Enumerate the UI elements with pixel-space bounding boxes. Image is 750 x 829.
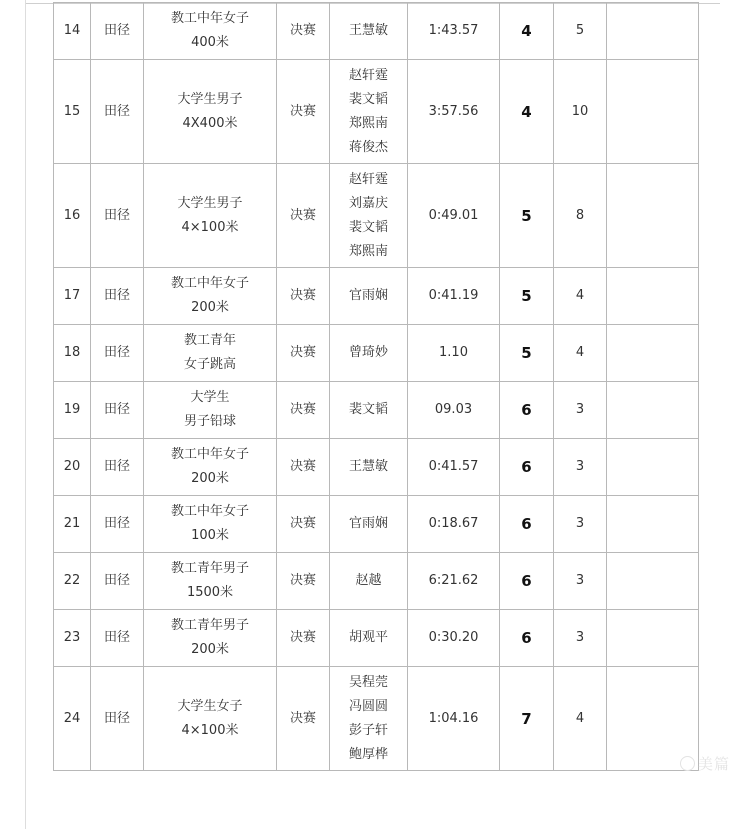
category-cell: 田径 (91, 164, 144, 268)
athlete-name: 王慧敏 (348, 23, 388, 38)
event-cell (144, 496, 277, 553)
result-cell: 1:43.57 (408, 3, 500, 60)
result-cell: 0:18.67 (408, 496, 500, 553)
note-cell (607, 268, 699, 325)
athletes-cell (330, 325, 408, 382)
event-line: 教工青年男子 (170, 561, 249, 576)
result-cell: 0:30.20 (408, 610, 500, 667)
category-cell: 田径 (91, 496, 144, 553)
rank-cell: 6 (500, 610, 554, 667)
result-cell: 1:04.16 (408, 667, 500, 771)
rank-cell: 6 (500, 382, 554, 439)
athlete-name: 郑熙南 (348, 243, 388, 259)
athlete-name: 冯圆圆 (348, 698, 388, 714)
athlete-name: 胡观平 (348, 630, 388, 645)
points-cell: 3 (554, 382, 607, 439)
page-left-border (25, 0, 26, 829)
stage-cell: 决赛 (277, 382, 330, 439)
category-cell: 田径 (91, 610, 144, 667)
row-number: 17 (54, 268, 91, 325)
rank-cell: 6 (500, 553, 554, 610)
points-cell: 4 (554, 268, 607, 325)
athletes-cell (330, 553, 408, 610)
event-line: 教工中年女子 (170, 504, 249, 519)
athlete-name: 郑熙南 (348, 115, 388, 131)
category-cell: 田径 (91, 667, 144, 771)
note-cell (607, 60, 699, 164)
athlete-name: 曾琦妙 (348, 345, 388, 360)
event-cell (144, 60, 277, 164)
table-row (54, 3, 699, 60)
event-cell (144, 382, 277, 439)
category-cell: 田径 (91, 268, 144, 325)
result-cell: 0:49.01 (408, 164, 500, 268)
note-cell (607, 325, 699, 382)
athletes-cell (330, 382, 408, 439)
stage-cell: 决赛 (277, 667, 330, 771)
points-cell: 3 (554, 439, 607, 496)
note-cell (607, 439, 699, 496)
event-line: 女子跳高 (183, 357, 236, 372)
athletes-cell (330, 60, 408, 164)
table-row (54, 60, 699, 164)
athletes-cell (330, 268, 408, 325)
points-cell: 8 (554, 164, 607, 268)
stage-cell: 决赛 (277, 496, 330, 553)
watermark-text: 美篇 (698, 755, 731, 773)
table-row (54, 325, 699, 382)
event-line: 大学生男子 (177, 91, 243, 107)
athlete-name: 裴文韬 (348, 219, 388, 235)
rank-cell: 5 (500, 325, 554, 382)
row-number: 15 (54, 60, 91, 164)
event-line: 200米 (191, 300, 229, 315)
result-cell: 0:41.19 (408, 268, 500, 325)
event-cell (144, 553, 277, 610)
event-cell (144, 667, 277, 771)
results-table (53, 2, 699, 771)
table-row (54, 268, 699, 325)
result-cell: 3:57.56 (408, 60, 500, 164)
category-cell: 田径 (91, 325, 144, 382)
athlete-name: 赵轩霆 (348, 171, 388, 187)
points-cell: 5 (554, 3, 607, 60)
table-row (54, 164, 699, 268)
athletes-cell (330, 610, 408, 667)
athlete-name: 蒋俊杰 (348, 139, 388, 155)
rank-cell: 4 (500, 60, 554, 164)
event-line: 大学生女子 (177, 698, 243, 714)
note-cell (607, 164, 699, 268)
athlete-name: 赵越 (355, 573, 382, 588)
rank-cell: 6 (500, 496, 554, 553)
stage-cell: 决赛 (277, 60, 330, 164)
athlete-name: 刘嘉庆 (348, 195, 388, 211)
meipian-logo-icon (680, 756, 695, 771)
points-cell: 4 (554, 325, 607, 382)
event-line: 200米 (191, 471, 229, 486)
event-line: 4×100米 (181, 722, 239, 738)
event-line: 大学生 (190, 390, 230, 405)
athlete-name: 王慧敏 (348, 459, 388, 474)
note-cell (607, 610, 699, 667)
athlete-name: 彭子轩 (348, 722, 388, 738)
stage-cell: 决赛 (277, 325, 330, 382)
event-line: 大学生男子 (177, 195, 243, 211)
event-cell (144, 268, 277, 325)
points-cell: 10 (554, 60, 607, 164)
event-line: 教工中年女子 (170, 276, 249, 291)
category-cell: 田径 (91, 60, 144, 164)
athletes-cell (330, 3, 408, 60)
athlete-name: 吴程莞 (348, 674, 388, 690)
note-cell (607, 382, 699, 439)
result-cell: 0:41.57 (408, 439, 500, 496)
row-number: 23 (54, 610, 91, 667)
row-number: 22 (54, 553, 91, 610)
athlete-name: 裴文韬 (348, 402, 388, 417)
stage-cell: 决赛 (277, 268, 330, 325)
event-cell (144, 164, 277, 268)
category-cell: 田径 (91, 439, 144, 496)
row-number: 20 (54, 439, 91, 496)
table-row (54, 553, 699, 610)
stage-cell: 决赛 (277, 3, 330, 60)
rank-cell: 6 (500, 439, 554, 496)
athlete-name: 裴文韬 (348, 91, 388, 107)
result-cell: 1.10 (408, 325, 500, 382)
athletes-cell (330, 164, 408, 268)
event-line: 男子铅球 (183, 414, 236, 429)
table-row (54, 667, 699, 771)
table-row (54, 382, 699, 439)
event-line: 教工青年男子 (170, 618, 249, 633)
points-cell: 3 (554, 610, 607, 667)
category-cell: 田径 (91, 382, 144, 439)
rank-cell: 5 (500, 268, 554, 325)
row-number: 21 (54, 496, 91, 553)
athletes-cell (330, 667, 408, 771)
points-cell: 3 (554, 553, 607, 610)
rank-cell: 5 (500, 164, 554, 268)
row-number: 14 (54, 3, 91, 60)
event-line: 教工中年女子 (170, 11, 249, 26)
athletes-cell (330, 439, 408, 496)
event-line: 200米 (191, 642, 229, 657)
category-cell: 田径 (91, 3, 144, 60)
event-line: 4×100米 (181, 219, 239, 235)
row-number: 16 (54, 164, 91, 268)
event-line: 教工中年女子 (170, 447, 249, 462)
note-cell (607, 553, 699, 610)
event-line: 400米 (191, 35, 229, 50)
event-line: 100米 (191, 528, 229, 543)
note-cell (607, 496, 699, 553)
rank-cell: 7 (500, 667, 554, 771)
table-row (54, 496, 699, 553)
event-cell (144, 610, 277, 667)
stage-cell: 决赛 (277, 439, 330, 496)
note-cell (607, 3, 699, 60)
athlete-name: 鲍厚桦 (348, 746, 388, 762)
rank-cell: 4 (500, 3, 554, 60)
points-cell: 4 (554, 667, 607, 771)
event-line: 教工青年 (183, 333, 236, 348)
stage-cell: 决赛 (277, 164, 330, 268)
result-cell: 6:21.62 (408, 553, 500, 610)
points-cell: 3 (554, 496, 607, 553)
athletes-cell (330, 496, 408, 553)
watermark (680, 753, 730, 774)
table-row (54, 610, 699, 667)
category-cell: 田径 (91, 553, 144, 610)
athlete-name: 赵轩霆 (348, 67, 388, 83)
event-cell (144, 325, 277, 382)
table-row (54, 439, 699, 496)
event-cell (144, 3, 277, 60)
event-line: 4X400米 (182, 115, 238, 131)
stage-cell: 决赛 (277, 553, 330, 610)
athlete-name: 官雨娴 (348, 288, 388, 303)
row-number: 19 (54, 382, 91, 439)
row-number: 18 (54, 325, 91, 382)
event-line: 1500米 (186, 585, 234, 600)
result-cell: 09.03 (408, 382, 500, 439)
athlete-name: 官雨娴 (348, 516, 388, 531)
event-cell (144, 439, 277, 496)
row-number: 24 (54, 667, 91, 771)
stage-cell: 决赛 (277, 610, 330, 667)
